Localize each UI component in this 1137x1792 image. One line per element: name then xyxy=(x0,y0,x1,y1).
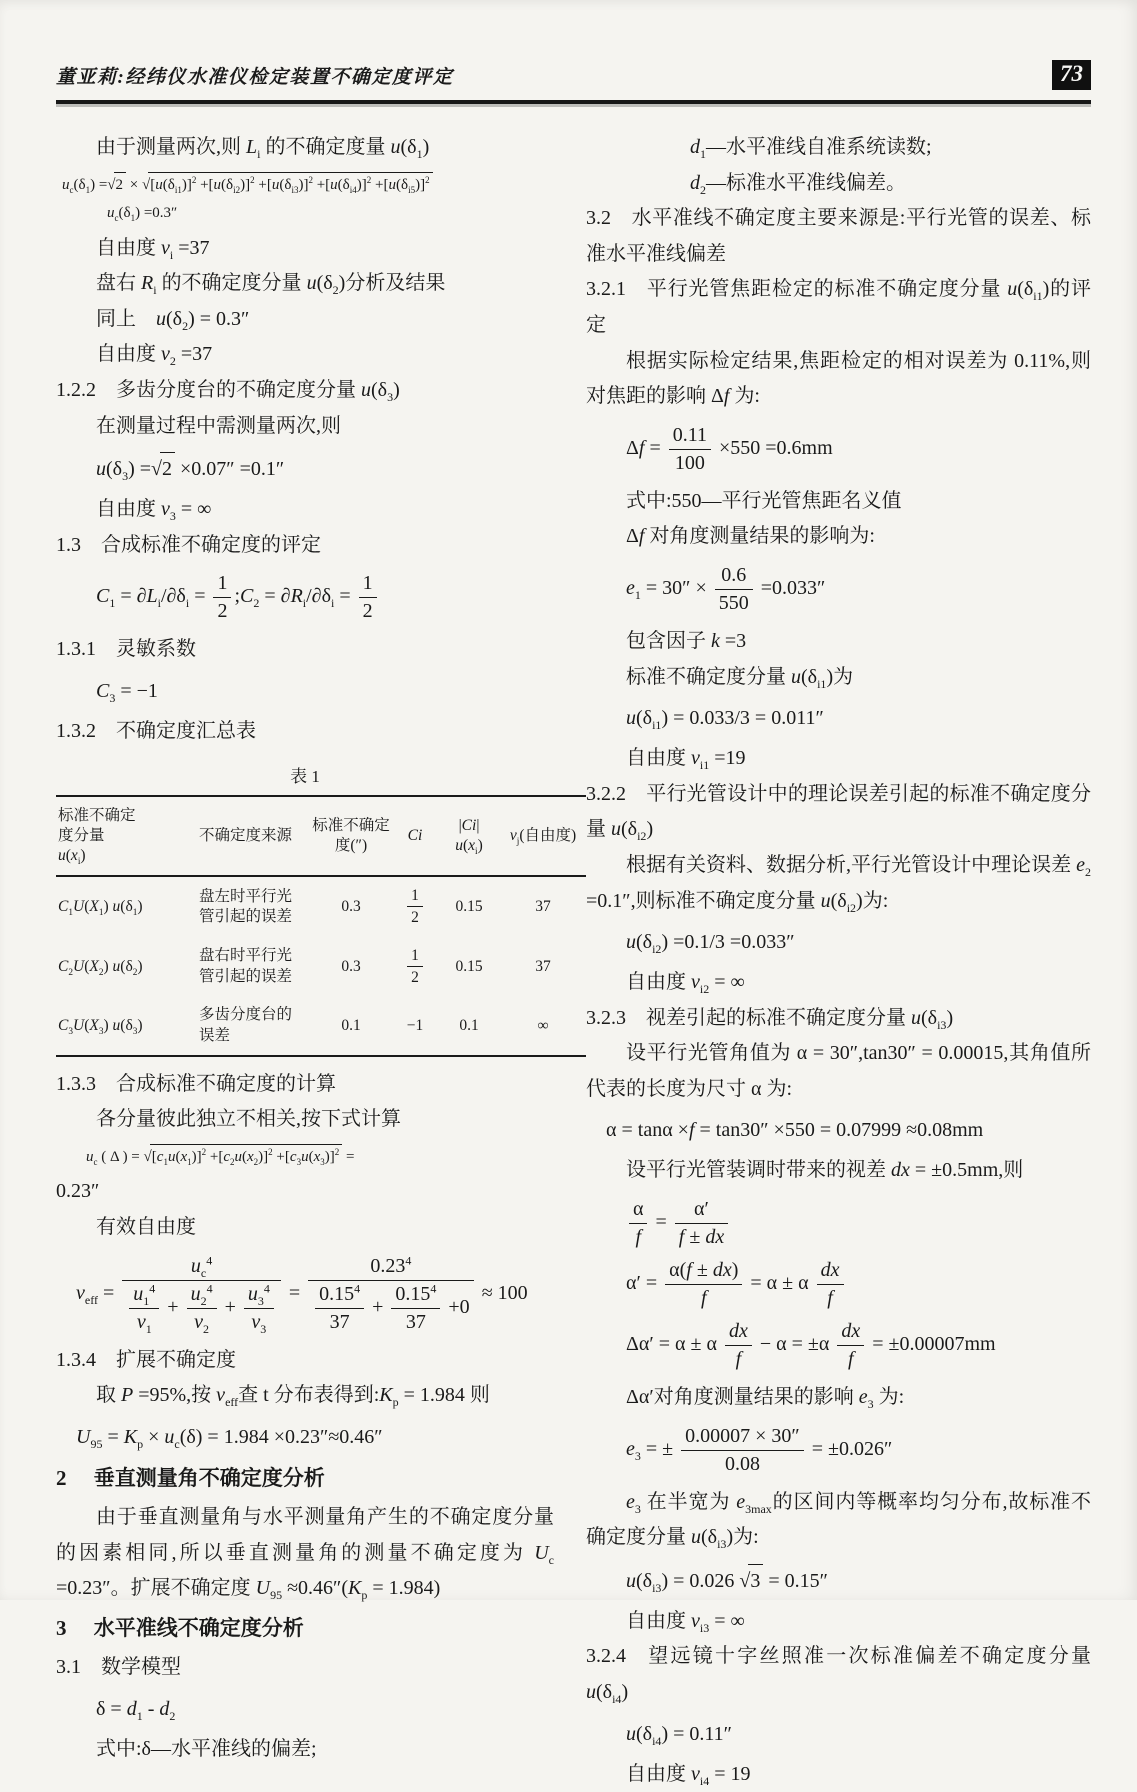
paragraph: 根据实际检定结果,焦距检定的相对误差为 0.11%,则对焦距的影响 Δf 为: xyxy=(586,349,1091,408)
paragraph: 同上 $u(\delta_2) = 0.3''$ xyxy=(96,307,250,333)
header-rule xyxy=(56,100,1091,104)
paragraph: 式中:550—平行光管焦距名义值 xyxy=(626,489,902,512)
section-heading-1-3-3: 1.3.3 合成标准不确定度的计算 xyxy=(56,1072,336,1095)
table-cell: 0.1 xyxy=(341,1016,361,1034)
table-cell: −1 xyxy=(406,1016,424,1034)
paragraph: 在测量过程中需测量两次,则 xyxy=(96,414,341,437)
paragraph: 包含因子 k =3 xyxy=(626,629,747,652)
paragraph: 标准不确定度分量 $u(\delta_{i1})$为 xyxy=(626,665,854,691)
formula: $u(\delta_{i4}) = 0.11''$ xyxy=(626,1722,732,1748)
paragraph: 各分量彼此独立不相关,按下式计算 xyxy=(96,1108,401,1131)
section-number: 1.3.3 xyxy=(56,1072,96,1095)
table-row xyxy=(56,876,586,937)
section-number: 1.3.2 xyxy=(56,719,96,742)
paragraph: 盘右 $R_i$ 的不确定度分量 $u(\delta_2)$分析及结果 xyxy=(96,272,446,298)
table-cell: 0.3 xyxy=(341,957,361,975)
formula: Δf = $\frac{0.11}{100}$ ×550 =0.6mm xyxy=(626,423,833,474)
paragraph: $e_3$ 在半宽为 $e_{3max}$的区间内等概率均匀分布,故标准不确定度分量 $u(\delta_{i3})$为: xyxy=(586,1490,1092,1552)
section-number: 3 xyxy=(56,1615,67,1640)
section-number: 3.1 xyxy=(56,1656,81,1679)
right-column xyxy=(586,130,1091,1792)
formula: $\delta = d_1 - d_2$ xyxy=(96,1697,176,1723)
section-number: 1.3.4 xyxy=(56,1348,96,1371)
section-heading-3-2-2: 3.2.2 平行光管设计中的理论误差引起的标准不确定度分量 $u(\delta_{i2})$ xyxy=(586,782,1091,844)
left-column xyxy=(56,130,577,1792)
table-cell: $\frac{1}{2}$ xyxy=(392,876,438,937)
page-number-badge: 73 xyxy=(1052,60,1091,90)
formula: $v_{eff}$ = $u_c^4$ $\frac{u_1^4}{v_1}$ + $\frac{u_2^4}{v_2}$ + $\frac{u_3^4}{v_3}$ = 0.23$^4$ $\frac{0.15^4}{37}$ + $\frac{0.15^4}{37}$ +0 ≈ 100 xyxy=(76,1252,528,1336)
table-cell: 0.3 xyxy=(341,897,361,915)
paragraph: 0.23″ xyxy=(56,1180,100,1203)
paragraph: $d_1—$水平准线自准系统读数; xyxy=(690,136,932,161)
table xyxy=(56,795,586,1057)
formula: $u(\delta_{i1}) = 0.033/3 = 0.011''$ xyxy=(626,707,824,733)
formula: $u(\delta_{i2}) =0.1/3 =0.033''$ xyxy=(626,931,795,957)
section-heading-3: 3 水平准线不确定度分析 xyxy=(56,1615,304,1640)
section-number: 3.2.3 xyxy=(586,1006,626,1029)
section-number: 3.2.1 xyxy=(586,278,626,301)
section-heading-1-3-2: 1.3.2 不确定度汇总表 xyxy=(56,719,256,742)
section-heading-3-1: 3.1 数学模型 xyxy=(56,1656,181,1679)
section-heading-1-2-2: 1.2.2 多齿分度台的不确定度分量 $u(\delta_3)$ xyxy=(56,378,400,404)
section-number: 3.2 xyxy=(586,207,611,230)
table-header-row xyxy=(56,796,586,876)
table-cell: 37 xyxy=(535,957,551,975)
table-row xyxy=(56,937,586,997)
page-header xyxy=(56,52,1091,98)
table-cell: $\frac{1}{2}$ xyxy=(392,937,438,997)
paragraph: $d_2—$标准水平准线偏差。 xyxy=(690,171,906,197)
table-cell: 盘左时平行光 管引起的误差 xyxy=(199,887,293,925)
table-row xyxy=(56,996,586,1055)
table-header-cell: $v_j$(自由度) xyxy=(500,796,586,876)
formula: $u_c$ ( Δ ) = $√[c_1u(x_1)]^2 +[c_2u(x_2)]^2 +[c_3u(x_3)]^2$ = xyxy=(86,1144,554,1169)
paragraph: 自由度 $v_i =37$ xyxy=(96,236,210,262)
section-number: 3.2.2 xyxy=(586,782,626,805)
section-heading-1-3-4: 1.3.4 扩展不确定度 xyxy=(56,1348,236,1371)
table-header-cell: |Ci| $u(x_i)$ xyxy=(438,796,500,876)
table-header-cell: Ci xyxy=(392,796,438,876)
formula: $u(\delta_{i3}) = 0.026$ √3 = 0.15″ xyxy=(626,1564,1091,1596)
table-cell: $C_3U(X_3)$ $u(\delta_3)$ xyxy=(58,1016,143,1037)
uncertainty-summary-table xyxy=(56,762,577,1057)
section-number: 1.2.2 xyxy=(56,378,96,401)
formula: $u_c(\delta_1) =0.3''$ xyxy=(107,205,178,224)
table-cell: ∞ xyxy=(537,1016,549,1034)
section-number: 1.3 xyxy=(56,533,81,556)
body-columns xyxy=(56,130,1091,1792)
table-header-cell: 标准不确定 度(″) xyxy=(310,796,392,876)
formula: $e_1 = 30''$ × $\frac{0.6}{550}$ =0.033″ xyxy=(626,563,826,614)
table-caption: 表 1 xyxy=(290,766,320,786)
section-heading-3-2-1: 3.2.1 平行光管焦距检定的标准不确定度分量 $u(\delta_{i1})$的评定 xyxy=(586,278,1091,336)
formula: $\frac{\alpha}{f}$ = $\frac{\alpha'}{f \pm dx}$ xyxy=(626,1197,1091,1250)
section-heading-3-2-4: 3.2.4 望远镜十字丝照准一次标准偏差不确定度分量 $u(\delta_{i4})$ xyxy=(586,1645,1091,1707)
paragraph: 根据有关资料、数据分析,平行光管设计中理论误差 $e_2 =0.1''$,则标准不确定度分量 $u(\delta_{i2})$为: xyxy=(586,853,1091,915)
section-number: 3.2.4 xyxy=(586,1645,626,1668)
paragraph: 设平行光管角值为 α = 30″,tan30″ = 0.00015,其角值所代表的长度为尺寸 α 为: xyxy=(586,1042,1091,1100)
paragraph: 有效自由度 xyxy=(96,1216,196,1239)
section-heading-3-2-3: 3.2.3 视差引起的标准不确定度分量 $u(\delta_{i3})$ xyxy=(586,1006,954,1032)
running-title: 董亚莉:经纬仪水准仪检定装置不确定度评定 xyxy=(56,66,454,88)
paragraph: 由于垂直测量角与水平测量角产生的不确定度分量的因素相同,所以垂直测量角的测量不确定度为 $U_c =0.23''$。扩展不确定度 $U_{95} \approx 0.46''(K_p = 1.984)$ xyxy=(56,1506,554,1603)
formula: $C_1 = \partial L_i/\partial\delta_i$ = $\frac{1}{2}$ $;C_2 = \partial R_i/\partial\delta_i$ = $\frac{1}{2}$ xyxy=(96,571,554,624)
section-number: 1.3.1 xyxy=(56,638,96,661)
section-number: 2 xyxy=(56,1465,67,1490)
paragraph: Δα′对角度测量结果的影响 $e_3$ 为: xyxy=(626,1386,905,1412)
section-heading-3-2: 3.2 水平准线不确定度主要来源是:平行光管的误差、标准水平准线偏差 xyxy=(586,207,1091,265)
section-heading-1-3: 1.3 合成标准不确定度的评定 xyxy=(56,533,321,556)
paragraph: 取 P =95%,按 $v_{eff}$查 t 分布表得到$:K_p = 1.984$ 则 xyxy=(96,1384,490,1410)
paragraph: 自由度 $v_3$ = ∞ xyxy=(96,498,212,524)
formula: Δα′ = α ± α $\frac{dx}{f}$ − α = ±α $\frac{dx}{f}$ = ±0.00007mm xyxy=(626,1320,996,1371)
paragraph: 由于测量两次,则 $L_i$ 的不确定度量 $u(\delta_1)$ xyxy=(96,136,430,161)
table-cell: 37 xyxy=(535,897,551,915)
table-cell: 0.15 xyxy=(455,957,483,975)
table-cell: 盘右时平行光 管引起的误差 xyxy=(199,947,293,985)
paragraph: Δf 对角度测量结果的影响为: xyxy=(626,525,875,548)
table-header-cell: 标准不确定 度分量 $u(x_i)$ xyxy=(56,796,198,876)
table-cell: 0.15 xyxy=(455,897,483,915)
section-heading-2: 2 垂直测量角不确定度分析 xyxy=(56,1465,325,1490)
paragraph: 设平行光管装调时带来的视差 dx = ±0.5mm,则 xyxy=(626,1159,1024,1182)
formula: $U_{95} = K_p \times u_c(\delta) = 1.984 \times 0.23''\approx 0.46''$ xyxy=(76,1425,383,1451)
formula: $u_c(\delta_1) =√2 \times √[u(\delta_{i1})]^2 +[u(\delta_{i2})]^2 +[u(\delta_{i3})]^2 +[u(\delta_{i4})]^2 +[u(\delta_{i5})]^2$ xyxy=(62,172,554,197)
table-header-cell: 不确定度来源 xyxy=(198,796,310,876)
section-heading-1-3-1: 1.3.1 灵敏系数 xyxy=(56,638,196,661)
paragraph: 自由度 $v_{i3}$ = ∞ xyxy=(626,1609,745,1635)
paragraph: 自由度 $v_{i4} = 19$ xyxy=(626,1762,751,1788)
paragraph: 自由度 $v_{i1} =19$ xyxy=(626,747,746,773)
table-cell: $C_1U(X_1)$ $u(\delta_1)$ xyxy=(58,897,143,918)
table-cell: 多齿分度台的 误差 xyxy=(199,1006,293,1044)
paragraph: 式中:δ—水平准线的偏差; xyxy=(96,1737,317,1760)
formula: $C_3 = -1$ xyxy=(96,679,158,705)
paragraph: 自由度 $v_{i2}$ = ∞ xyxy=(626,971,745,997)
paragraph: 自由度 $v_2 =37$ xyxy=(96,343,213,369)
formula: α′ = $\frac{\alpha(f \pm dx)}{f}$ = α ± α $\frac{dx}{f}$ xyxy=(626,1258,1091,1311)
formula: α = tanα ×f = tan30″ ×550 = 0.07999 ≈0.08mm xyxy=(606,1119,984,1142)
formula: $u(\delta_3) =√2 \times 0.07'' =0.1''$ xyxy=(96,452,554,484)
table-cell: 0.1 xyxy=(459,1016,479,1034)
table-cell: $C_2U(X_2)$ $u(\delta_2)$ xyxy=(58,957,143,978)
formula: $e_3$ = ± $\frac{0.00007 \times 30''}{0.08}$ = ±0.026″ xyxy=(626,1424,893,1475)
